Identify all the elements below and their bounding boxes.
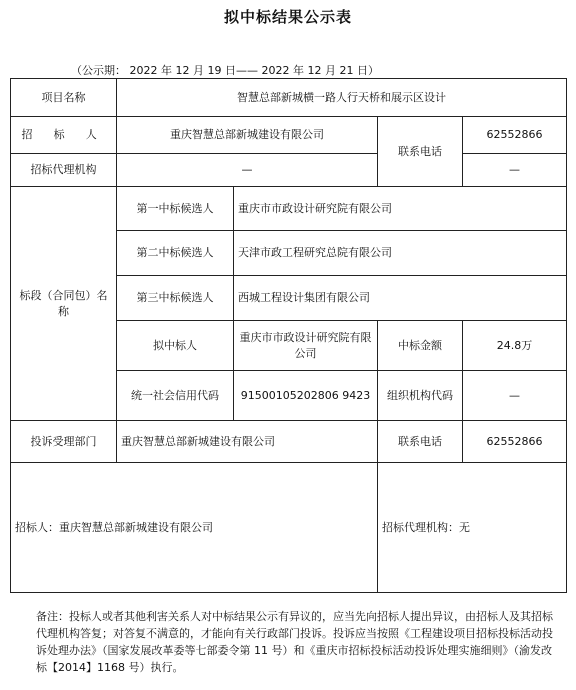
winner-value: 重庆市市政设计研究院有限公司	[234, 321, 378, 371]
amount-value: 24.8万	[463, 321, 567, 371]
amount-label: 中标金额	[378, 321, 463, 371]
winner-label: 拟中标人	[117, 321, 234, 371]
complaint-dept-label: 投诉受理部门	[11, 421, 117, 463]
org-code-value: —	[463, 371, 567, 421]
candidate-3-value: 西城工程设计集团有限公司	[234, 276, 567, 321]
agency-label: 招标代理机构	[11, 154, 117, 187]
tenderer-row	[11, 117, 567, 154]
signature-row	[11, 463, 567, 593]
org-code-label: 组织机构代码	[378, 371, 463, 421]
candidate-1-label: 第一中标候选人	[117, 187, 234, 231]
section-name-label: 标段（合同包）名称	[11, 187, 117, 421]
tenderer-phone: 62552866	[463, 117, 567, 154]
page-title: 拟中标结果公示表	[223, 8, 352, 26]
remark-note: 备注：投标人或者其他利害关系人对中标结果公示有异议的，应当先向招标人提出异议，由招标人及其招标代理机构答复；对答复不满意的，才能向有关行政部门投诉。投诉应当按照《工程建设项目招标投标活动投诉处理办法》（国家发展改革委等七部委令第 11 号）和《重庆市招标投标活动投诉处理实施细则》（渝发改标【2014】1168 号）执行。	[36, 610, 553, 674]
agency-row	[11, 154, 567, 187]
agency-signature: 招标代理机构：无	[378, 463, 567, 593]
publicity-period: （公示期： 2022 年 12 月 19 日—— 2022 年 12 月 21 日）	[71, 64, 379, 77]
tenderer-signature: 招标人：重庆智慧总部新城建设有限公司	[11, 463, 378, 593]
candidate-2-value: 天津市政工程研究总院有限公司	[234, 231, 567, 276]
result-table	[10, 78, 567, 593]
agency-phone: —	[463, 154, 567, 187]
credit-code-value: 91500105202806 9423	[234, 371, 378, 421]
project-name-label: 项目名称	[11, 79, 117, 117]
project-name-value: 智慧总部新城横一路人行天桥和展示区设计	[117, 79, 567, 117]
tenderer-label: 招 标 人	[11, 117, 117, 154]
candidate-2-label: 第二中标候选人	[117, 231, 234, 276]
complaint-phone: 62552866	[463, 421, 567, 463]
complaint-dept-value: 重庆智慧总部新城建设有限公司	[117, 421, 378, 463]
complaint-row	[11, 421, 567, 463]
candidate-row	[11, 187, 567, 231]
tenderer-value: 重庆智慧总部新城建设有限公司	[117, 117, 378, 154]
agency-value: —	[117, 154, 378, 187]
project-row	[11, 79, 567, 117]
candidate-3-label: 第三中标候选人	[117, 276, 234, 321]
credit-code-label: 统一社会信用代码	[117, 371, 234, 421]
tenderer-phone-label: 联系电话	[378, 117, 463, 187]
candidate-1-value: 重庆市市政设计研究院有限公司	[234, 187, 567, 231]
complaint-phone-label: 联系电话	[378, 421, 463, 463]
